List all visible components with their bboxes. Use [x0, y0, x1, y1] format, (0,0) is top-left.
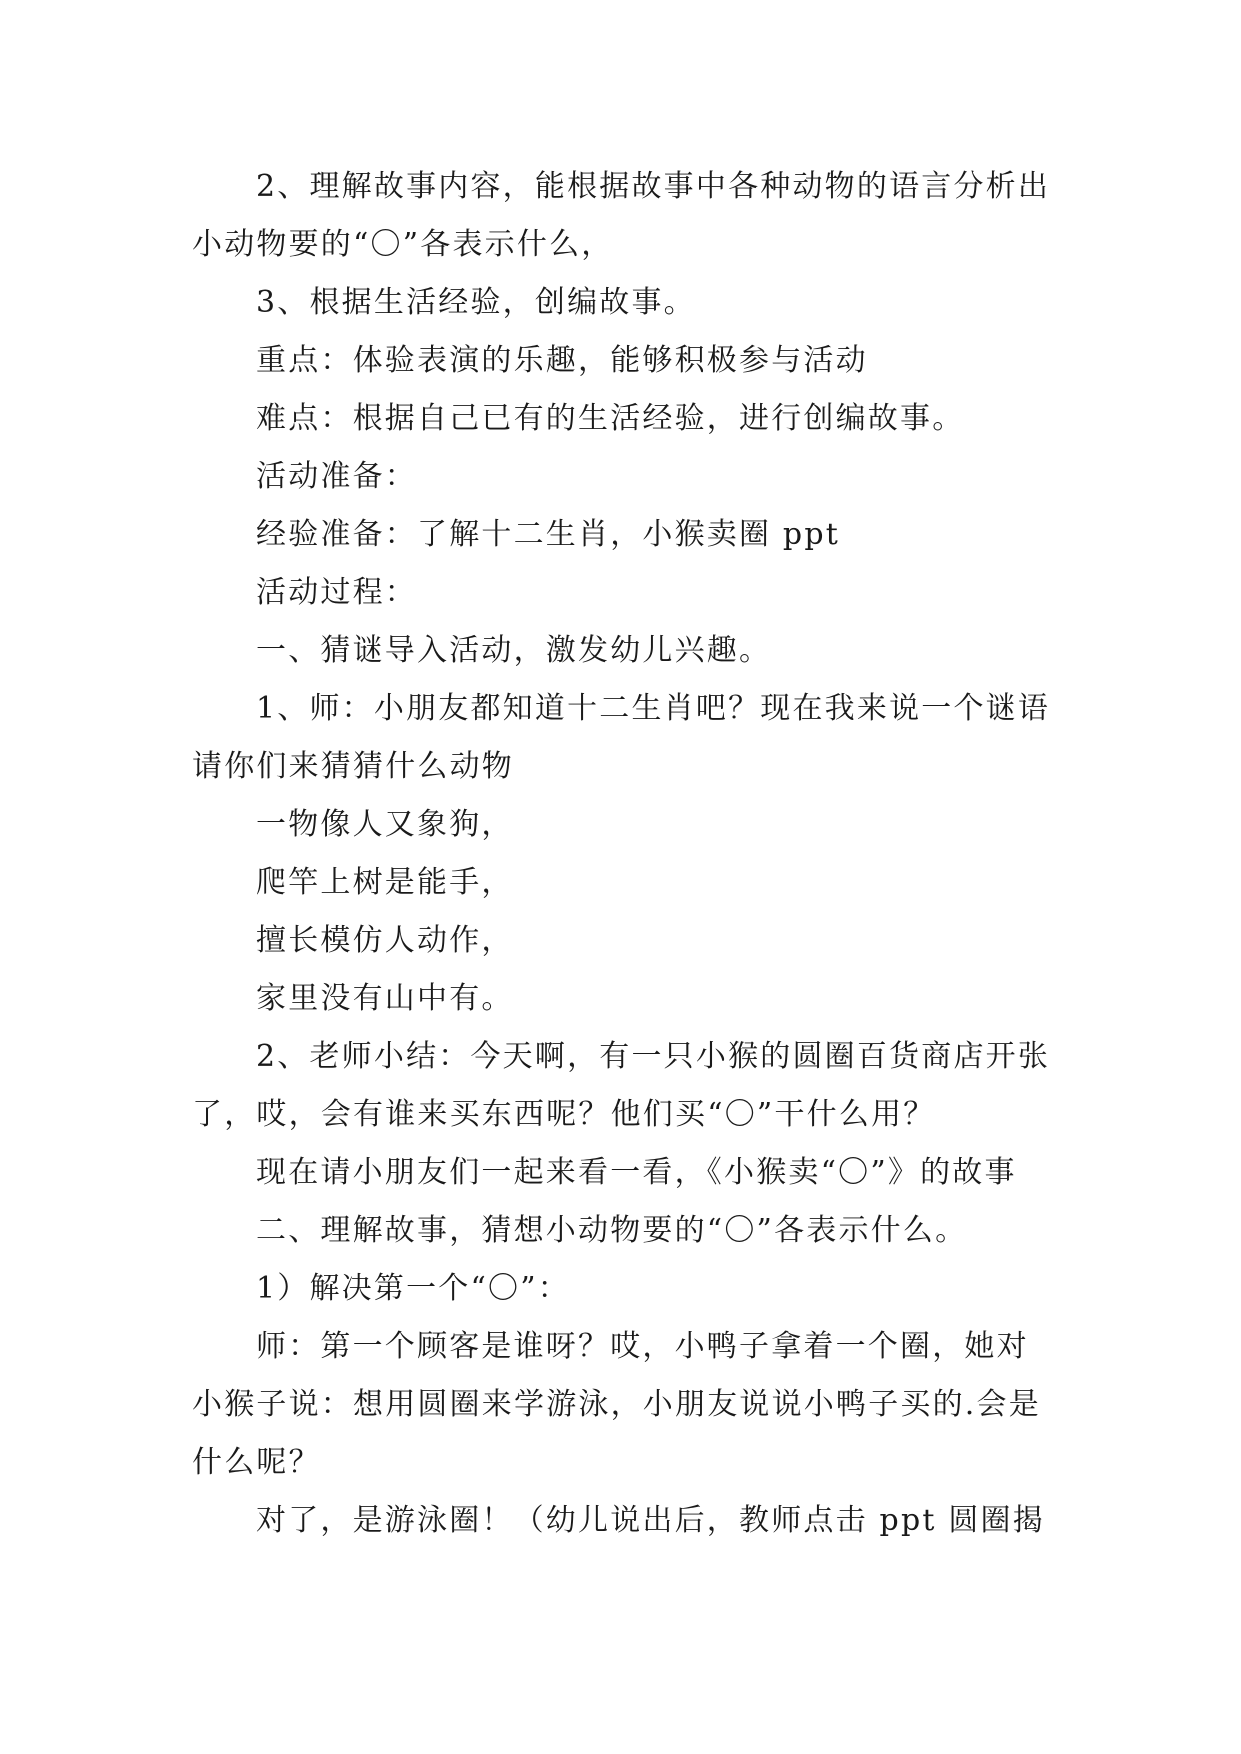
riddle-line-4: 家里没有山中有。 — [256, 981, 514, 1016]
heading-activity-preparation: 活动准备： — [256, 459, 417, 494]
riddle-line-2: 爬竿上树是能手， — [256, 865, 514, 900]
section-heading-1: 一、猜谜导入活动，激发幼儿兴趣。 — [256, 633, 772, 668]
paragraph-swim-ring: 对了，是游泳圈！（幼儿说出后，教师点击 ppt 圆圈揭 — [256, 1503, 1045, 1538]
document-page — [192, 158, 1052, 1550]
paragraph-difficulty: 难点：根据自己已有的生活经验，进行创编故事。 — [256, 401, 965, 436]
paragraph-teacher-summary: 2、老师小结：今天啊，有一只小猴的圆圈百货商店开张了，哎，会有谁来买东西呢？他们买“〇”干什么用？ — [192, 1039, 1051, 1132]
subheading-first-circle: 1）解决第一个“〇”： — [256, 1271, 570, 1306]
paragraph-experience-preparation: 经验准备：了解十二生肖，小猴卖圈 ppt — [256, 517, 840, 552]
heading-activity-process: 活动过程： — [256, 575, 417, 610]
paragraph-objective-3: 3、根据生活经验，创编故事。 — [256, 285, 696, 320]
riddle-line-3: 擅长模仿人动作， — [256, 923, 514, 958]
riddle-line-1: 一物像人又象狗， — [256, 807, 514, 842]
paragraph-key-point: 重点：体验表演的乐趣，能够积极参与活动 — [256, 343, 868, 378]
paragraph-first-customer: 师：第一个顾客是谁呀？哎，小鸭子拿着一个圈，她对小猴子说：想用圆圈来学游泳，小朋友说说小鸭子买的.会是什么呢？ — [192, 1329, 1041, 1480]
section-heading-2: 二、理解故事，猜想小动物要的“〇”各表示什么。 — [256, 1213, 968, 1248]
paragraph-story-intro: 现在请小朋友们一起来看一看，《小猴卖“〇”》的故事 — [256, 1155, 1017, 1190]
paragraph-teacher-riddle-intro: 1、师：小朋友都知道十二生肖吧？现在我来说一个谜语请你们来猜猜什么动物 — [192, 691, 1051, 784]
paragraph-objective-2: 2、理解故事内容，能根据故事中各种动物的语言分析出小动物要的“〇”各表示什么， — [192, 169, 1051, 262]
